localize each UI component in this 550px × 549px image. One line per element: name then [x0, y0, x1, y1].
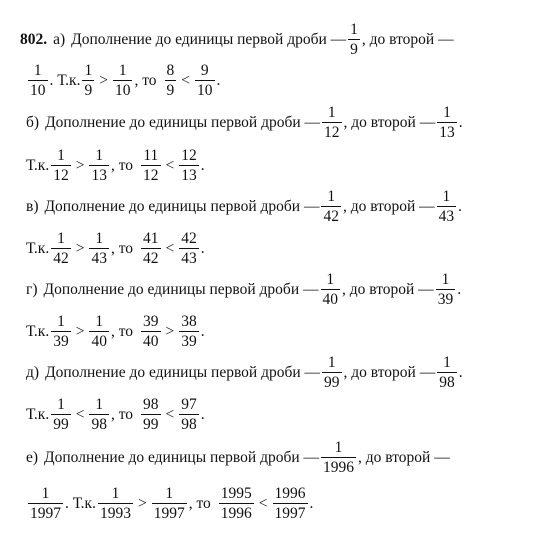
fraction: [179, 231, 199, 266]
denominator: 1997: [153, 504, 185, 522]
denominator: 40: [322, 290, 338, 308]
numerator: 1: [57, 147, 65, 164]
fraction: [321, 440, 356, 475]
item-g-line-1: [26, 272, 461, 307]
to-text: , то: [110, 405, 134, 423]
denominator: 10: [114, 81, 131, 99]
end-dot: .: [200, 322, 205, 340]
item-b-line-1: [26, 105, 463, 140]
denominator: 13: [439, 123, 455, 141]
denominator: 1996: [220, 504, 252, 522]
numerator: 98: [143, 396, 159, 413]
item-d-line-2: [26, 397, 205, 432]
denominator: 1993: [99, 504, 131, 522]
item-e-line-1: [26, 440, 450, 475]
denominator: 40: [91, 332, 107, 350]
numerator: 1: [165, 485, 174, 502]
tk-text: . Т.к.: [65, 494, 96, 512]
fraction: [152, 486, 187, 521]
item-text: Дополнение до единицы первой дроби —: [45, 363, 321, 381]
comparison-sign: <: [165, 156, 175, 174]
end-dot: .: [458, 113, 463, 131]
item-text: Дополнение до единицы первой дроби —: [45, 113, 321, 131]
denominator: 12: [324, 123, 340, 141]
fraction: [89, 148, 109, 183]
numerator: 1995: [220, 485, 252, 502]
comparison-sign: <: [165, 239, 175, 257]
denominator: 13: [181, 166, 197, 184]
fraction: [141, 397, 161, 432]
denominator: 9: [84, 81, 93, 99]
item-text: , до второй —: [361, 30, 454, 48]
numerator: 97: [181, 396, 197, 413]
item-g-line-2: [26, 314, 205, 349]
numerator: 1: [57, 396, 65, 413]
numerator: 1: [33, 62, 42, 79]
item-letter: б): [26, 113, 40, 131]
numerator: 1: [327, 188, 336, 205]
item-e-line-2: [26, 486, 313, 521]
fraction: [437, 189, 457, 224]
denominator: 99: [143, 415, 159, 433]
tk-text: . Т.к.: [49, 71, 81, 89]
comparison-sign: >: [75, 156, 85, 174]
fraction: [141, 231, 161, 266]
item-a-line-1: [20, 22, 454, 57]
to-text: , то: [134, 71, 157, 89]
comparison-sign: >: [75, 322, 85, 340]
item-letter: г): [26, 280, 38, 298]
item-a-line-2: [26, 63, 220, 98]
denominator: 39: [53, 332, 69, 350]
denominator: 99: [324, 373, 340, 391]
fraction: [179, 397, 199, 432]
end-dot: .: [216, 71, 221, 89]
numerator: 1: [84, 62, 93, 79]
fraction: [437, 355, 457, 390]
fraction: [141, 314, 161, 349]
fraction: [89, 314, 109, 349]
comparison-sign: >: [99, 71, 108, 89]
numerator: 41: [143, 230, 159, 247]
denominator: 98: [91, 415, 107, 433]
denominator: 42: [143, 249, 159, 267]
denominator: 43: [91, 249, 107, 267]
fraction: [322, 105, 342, 140]
denominator: 42: [53, 249, 69, 267]
numerator: 1: [57, 313, 65, 330]
numerator: 1: [327, 354, 336, 371]
denominator: 98: [439, 373, 455, 391]
to-text: , то: [110, 156, 134, 174]
fraction: [321, 189, 341, 224]
fraction: [219, 486, 254, 521]
item-v-line-2: [26, 231, 205, 266]
denominator: 98: [181, 415, 197, 433]
fraction: [273, 486, 308, 521]
fraction: [28, 486, 63, 521]
item-text: , до второй —: [358, 448, 450, 466]
denominator: 13: [91, 166, 107, 184]
numerator: 1: [95, 313, 104, 330]
denominator: 39: [437, 290, 454, 308]
item-text: , до второй —: [343, 363, 436, 381]
fraction: [321, 272, 341, 307]
denominator: 42: [323, 207, 339, 225]
comparison-sign: >: [137, 494, 147, 512]
tk-text: Т.к.: [26, 405, 50, 423]
denominator: 9: [350, 40, 358, 58]
fraction: [179, 148, 199, 183]
numerator: 8: [166, 62, 175, 79]
numerator: 1: [95, 396, 104, 413]
denominator: 43: [438, 207, 455, 225]
comparison-sign: >: [75, 239, 85, 257]
comparison-sign: <: [165, 405, 175, 423]
fraction: [179, 314, 199, 349]
tk-text: Т.к.: [26, 239, 50, 257]
end-dot: .: [200, 405, 205, 423]
numerator: 1: [327, 104, 336, 121]
fraction: [436, 272, 456, 307]
numerator: 11: [143, 147, 159, 164]
fraction: [51, 231, 71, 266]
fraction: [113, 63, 133, 98]
fraction: [322, 355, 342, 390]
item-letter: а): [53, 30, 66, 48]
numerator: 1: [95, 147, 104, 164]
denominator: 99: [53, 415, 69, 433]
numerator: 9: [200, 62, 209, 79]
item-letter: е): [26, 448, 39, 466]
denominator: 1996: [323, 458, 355, 476]
to-text: , то: [110, 322, 134, 340]
fraction: [51, 397, 71, 432]
denominator: 40: [143, 332, 159, 350]
numerator: 1: [441, 271, 450, 288]
numerator: 1: [57, 230, 65, 247]
fraction: [437, 105, 457, 140]
denominator: 10: [197, 81, 213, 99]
denominator: 1997: [30, 504, 61, 522]
end-dot: .: [458, 363, 463, 381]
fraction: [165, 63, 177, 98]
denominator: 39: [181, 332, 197, 350]
numerator: 1: [442, 188, 451, 205]
numerator: 1: [350, 21, 358, 38]
numerator: 1996: [274, 485, 306, 502]
denominator: 10: [30, 81, 46, 99]
denominator: 1997: [274, 504, 306, 522]
item-d-line-1: [26, 355, 463, 390]
fraction: [195, 63, 215, 98]
to-text: , то: [110, 239, 134, 257]
item-text: Дополнение до единицы первой дроби —: [71, 30, 347, 48]
comparison-sign: <: [258, 494, 268, 512]
fraction: [51, 314, 71, 349]
item-letter: д): [26, 363, 40, 381]
fraction: [141, 148, 161, 183]
item-b-line-2: [26, 148, 205, 183]
item-text: Дополнение до единицы первой дроби —: [43, 280, 319, 298]
to-text: , то: [188, 494, 211, 512]
fraction: [98, 486, 133, 521]
numerator: 1: [118, 62, 127, 79]
item-letter: в): [26, 197, 39, 215]
numerator: 1: [41, 485, 50, 502]
numerator: 42: [181, 230, 197, 247]
numerator: 1: [95, 230, 104, 247]
denominator: 12: [143, 166, 159, 184]
item-text: Дополнение до единицы первой дроби —: [44, 448, 320, 466]
denominator: 9: [166, 81, 175, 99]
fraction: [51, 148, 71, 183]
numerator: 1: [111, 485, 120, 502]
fraction: [348, 22, 360, 57]
item-text: , до второй —: [342, 197, 435, 215]
tk-text: Т.к.: [26, 156, 50, 174]
numerator: 12: [181, 147, 197, 164]
fraction: [89, 231, 109, 266]
item-text: Дополнение до единицы первой дроби —: [44, 197, 320, 215]
end-dot: .: [458, 197, 463, 215]
end-dot: .: [200, 239, 205, 257]
numerator: 38: [181, 313, 197, 330]
end-dot: .: [309, 494, 314, 512]
item-text: , до второй —: [343, 113, 436, 131]
denominator: 43: [181, 249, 197, 267]
comparison-sign: <: [75, 405, 85, 423]
end-dot: .: [457, 280, 462, 298]
comparison-sign: >: [165, 322, 175, 340]
fraction: [28, 63, 48, 98]
numerator: 1: [326, 271, 335, 288]
denominator: 12: [53, 166, 69, 184]
numerator: 1: [334, 439, 343, 456]
numerator: 1: [443, 354, 451, 371]
fraction: [82, 63, 94, 98]
numerator: 39: [143, 313, 159, 330]
end-dot: .: [200, 156, 205, 174]
problem-number: 802.: [20, 30, 48, 48]
fraction: [89, 397, 109, 432]
item-v-line-1: [26, 189, 462, 224]
comparison-sign: <: [181, 71, 191, 89]
numerator: 1: [443, 104, 451, 121]
tk-text: Т.к.: [26, 322, 50, 340]
item-text: , до второй —: [342, 280, 434, 298]
